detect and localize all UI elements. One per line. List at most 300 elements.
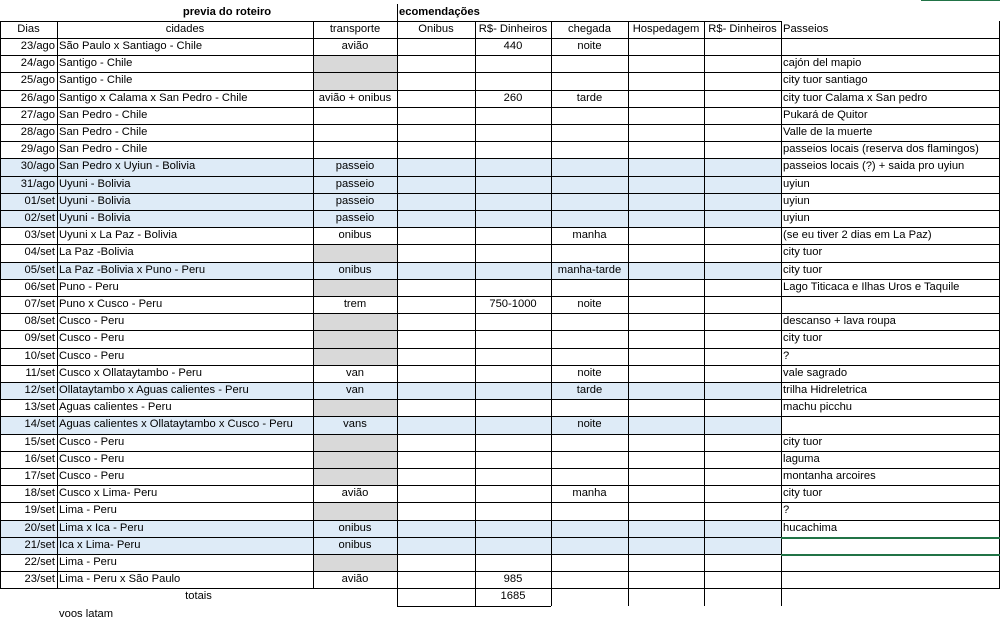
cell-dinheiro2[interactable] <box>704 365 781 382</box>
cell-transporte[interactable] <box>313 554 397 571</box>
cell-hospedagem[interactable] <box>628 330 704 347</box>
cell-dinheiro[interactable] <box>475 227 551 244</box>
cell-dinheiro[interactable] <box>475 158 551 175</box>
cell-cidade[interactable]: Puno x Cusco - Peru <box>59 298 163 310</box>
cell-passeio[interactable] <box>781 416 1000 433</box>
cell-transporte[interactable]: trem <box>343 298 367 310</box>
cell-onibus[interactable] <box>397 124 475 141</box>
cell-dinheiro2[interactable] <box>704 554 781 571</box>
cell-cidade[interactable]: Lima - Peru <box>59 504 117 517</box>
column-header[interactable]: R$- Dinheiros <box>478 23 548 35</box>
cell-hospedagem[interactable] <box>628 158 704 175</box>
cell-hospedagem[interactable] <box>628 38 704 55</box>
cell-chegada[interactable] <box>551 193 628 210</box>
cell-transporte[interactable]: avião + onibus <box>318 91 392 104</box>
cell-transporte[interactable]: onibus <box>338 538 372 551</box>
cell-dinheiro[interactable] <box>475 434 551 451</box>
cell-passeio[interactable]: descanso + lava roupa <box>783 315 896 328</box>
cell-dia[interactable]: 02/set <box>24 212 55 224</box>
column-header[interactable]: chegada <box>568 23 611 35</box>
cell-dia[interactable]: 30/ago <box>20 160 55 173</box>
cell-passeio[interactable]: trilha Hidreletrica <box>783 384 867 396</box>
cell-dia[interactable]: 23/set <box>24 573 55 586</box>
cell-dinheiro[interactable] <box>475 279 551 296</box>
cell-cidade[interactable]: Santigo x Calama x San Pedro - Chile <box>59 91 248 104</box>
cell-cidade[interactable]: Santigo - Chile <box>59 57 133 70</box>
cell-dia[interactable]: 14/set <box>24 418 55 431</box>
cell-cidade[interactable]: La Paz -Bolivia <box>59 246 134 259</box>
cell-dinheiro2[interactable] <box>704 55 781 72</box>
cell-dinheiro2[interactable] <box>704 90 781 107</box>
cell-cidade[interactable]: Lima - Peru x São Paulo <box>59 573 181 586</box>
cell-dinheiro2[interactable] <box>704 72 781 89</box>
cell-dinheiro2[interactable] <box>704 210 781 227</box>
cell-hospedagem[interactable] <box>628 244 704 261</box>
cell-chegada[interactable]: tarde <box>576 384 603 396</box>
cell-dia[interactable]: 21/set <box>24 538 55 551</box>
cell-transporte[interactable]: passeio <box>335 194 375 207</box>
cell-chegada[interactable] <box>551 571 628 588</box>
cell-chegada[interactable] <box>551 537 628 554</box>
cell-hospedagem[interactable] <box>628 571 704 588</box>
cell-transporte[interactable]: passeio <box>335 212 375 224</box>
cell-dia[interactable]: 08/set <box>24 315 55 328</box>
cell-transporte[interactable] <box>313 313 397 330</box>
cell-dia[interactable]: 28/ago <box>20 126 55 138</box>
cell-dinheiro[interactable] <box>475 210 551 227</box>
cell-dinheiro[interactable] <box>475 468 551 485</box>
cell-hospedagem[interactable] <box>628 399 704 416</box>
column-header[interactable]: R$- Dinheiros <box>708 23 777 35</box>
cell-passeio[interactable]: city tuor <box>783 435 823 448</box>
cell-dia[interactable]: 13/set <box>24 401 55 414</box>
cell-dia[interactable]: 05/set <box>24 263 55 276</box>
cell-onibus[interactable] <box>397 72 475 89</box>
cell-chegada[interactable] <box>551 279 628 296</box>
cell-chegada[interactable]: noite <box>577 366 602 379</box>
cell-hospedagem[interactable] <box>628 554 704 571</box>
cell-dinheiro[interactable] <box>475 330 551 347</box>
cell-dinheiro[interactable] <box>475 554 551 571</box>
cell-onibus[interactable] <box>397 244 475 261</box>
cell-chegada[interactable]: manha <box>572 487 607 500</box>
column-header[interactable]: Dias <box>17 23 40 35</box>
cell-dinheiro[interactable] <box>475 72 551 89</box>
cell-passeio[interactable]: vale sagrado <box>783 366 848 379</box>
cell-dinheiro[interactable] <box>475 348 551 365</box>
cell-chegada[interactable]: manha <box>572 229 607 242</box>
cell-chegada[interactable]: noite <box>577 418 602 431</box>
cell-passeio[interactable]: Valle de la muerte <box>783 126 873 138</box>
cell-onibus[interactable] <box>397 296 475 313</box>
cell-onibus[interactable] <box>397 90 475 107</box>
cell-chegada[interactable] <box>551 554 628 571</box>
cell-dinheiro2[interactable] <box>704 296 781 313</box>
cell-hospedagem[interactable] <box>628 227 704 244</box>
row-border <box>0 434 1000 435</box>
cell-cidade[interactable]: Cusco x Ollataytambo - Peru <box>59 366 203 379</box>
cell-onibus[interactable] <box>397 554 475 571</box>
cell-hospedagem[interactable] <box>628 502 704 519</box>
cell-cidade[interactable]: Santigo - Chile <box>59 74 133 87</box>
cell-dinheiro2[interactable] <box>704 107 781 124</box>
cell-dia[interactable]: 20/set <box>24 521 55 534</box>
cell-onibus[interactable] <box>397 158 475 175</box>
cell-passeio[interactable]: cajón del mapio <box>783 57 862 70</box>
cell-cidade[interactable]: San Pedro x Uyiun - Bolivia <box>59 160 196 173</box>
cell-passeio[interactable] <box>781 296 1000 313</box>
cell-chegada[interactable] <box>551 468 628 485</box>
cell-passeio[interactable]: city tuor <box>783 263 823 276</box>
cell-passeio[interactable]: Lago Titicaca e Ilhas Uros e Taquile <box>783 280 960 293</box>
cell-cidade[interactable]: Cusco - Peru <box>59 349 125 362</box>
column-header[interactable]: Onibus <box>418 23 454 35</box>
cell-onibus[interactable] <box>397 434 475 451</box>
cell-transporte[interactable] <box>313 279 397 296</box>
cell-dinheiro2[interactable] <box>704 382 781 399</box>
cell-onibus[interactable] <box>397 210 475 227</box>
cell-dinheiro[interactable] <box>475 262 551 279</box>
cell-transporte[interactable]: passeio <box>335 160 375 173</box>
cell-dinheiro2[interactable] <box>704 244 781 261</box>
cell-dia[interactable]: 27/ago <box>20 108 55 121</box>
cell-onibus[interactable] <box>397 279 475 296</box>
cell-dinheiro[interactable] <box>475 176 551 193</box>
cell-cidade[interactable]: São Paulo x Santiago - Chile <box>59 40 203 52</box>
cell-dinheiro2[interactable] <box>704 227 781 244</box>
cell-dia[interactable]: 03/set <box>24 229 55 242</box>
cell-transporte[interactable] <box>313 434 397 451</box>
cell-hospedagem[interactable] <box>628 210 704 227</box>
cell-onibus[interactable] <box>397 399 475 416</box>
cell-chegada[interactable] <box>551 176 628 193</box>
cell-transporte[interactable] <box>313 348 397 365</box>
cell-hospedagem[interactable] <box>628 451 704 468</box>
cell-dinheiro[interactable]: 985 <box>503 573 523 586</box>
cell-onibus[interactable] <box>397 141 475 158</box>
cell-passeio[interactable]: city tuor <box>783 246 823 259</box>
cell-dia[interactable]: 06/set <box>24 280 55 293</box>
cell-dia[interactable]: 10/set <box>24 349 55 362</box>
cell-transporte[interactable] <box>313 124 397 141</box>
cell-passeio[interactable]: city tuor <box>783 332 823 345</box>
cell-hospedagem[interactable] <box>628 365 704 382</box>
cell-dia[interactable]: 11/set <box>25 366 55 379</box>
cell-hospedagem[interactable] <box>628 296 704 313</box>
cell-hospedagem[interactable] <box>628 107 704 124</box>
cell-passeio[interactable]: hucachima <box>783 521 838 534</box>
cell-passeio[interactable]: montanha arcoires <box>783 470 876 482</box>
cell-dinheiro[interactable]: 750-1000 <box>489 298 537 310</box>
cell-chegada[interactable] <box>551 210 628 227</box>
cell-passeio[interactable] <box>781 554 1000 571</box>
cell-transporte[interactable]: avião <box>341 40 369 52</box>
cell-passeio[interactable]: uyiun <box>783 194 810 207</box>
cell-hospedagem[interactable] <box>628 124 704 141</box>
cell-dinheiro[interactable] <box>475 141 551 158</box>
cell-dinheiro2[interactable] <box>704 176 781 193</box>
cell-onibus[interactable] <box>397 38 475 55</box>
cell-dinheiro[interactable] <box>475 520 551 537</box>
cell-onibus[interactable] <box>397 537 475 554</box>
cell-dinheiro2[interactable] <box>704 279 781 296</box>
cell-passeio[interactable]: uyiun <box>783 212 810 224</box>
cell-hospedagem[interactable] <box>628 176 704 193</box>
cell-hospedagem[interactable] <box>628 485 704 502</box>
cell-hospedagem[interactable] <box>628 468 704 485</box>
cell-chegada[interactable]: noite <box>577 40 602 52</box>
cell-dinheiro[interactable] <box>475 485 551 502</box>
cell-chegada[interactable]: manha-tarde <box>557 263 622 276</box>
cell-cidade[interactable]: Uyuni - Bolivia <box>59 194 131 207</box>
cell-onibus[interactable] <box>397 520 475 537</box>
cell-hospedagem[interactable] <box>628 72 704 89</box>
cell-chegada[interactable] <box>551 124 628 141</box>
cell-chegada[interactable] <box>551 244 628 261</box>
cell-passeio[interactable]: (se eu tiver 2 dias em La Paz) <box>783 229 932 242</box>
cell-dinheiro[interactable] <box>475 124 551 141</box>
cell-dia[interactable]: 01/set <box>24 194 55 207</box>
cell-dia[interactable]: 15/set <box>24 435 55 448</box>
cell-passeio[interactable]: Pukará de Quitor <box>783 108 868 121</box>
cell-dinheiro2[interactable] <box>704 485 781 502</box>
cell-hospedagem[interactable] <box>628 55 704 72</box>
column-header[interactable]: cidades <box>165 23 205 35</box>
cell-dia[interactable]: 23/ago <box>20 40 55 52</box>
cell-cidade[interactable]: Aguas calientes - Peru <box>59 401 172 414</box>
cell-passeio[interactable]: machu picchu <box>783 401 853 414</box>
cell-transporte[interactable]: avião <box>341 573 369 586</box>
cell-transporte[interactable] <box>313 451 397 468</box>
cell-chegada[interactable] <box>551 451 628 468</box>
cell-transporte[interactable]: avião <box>341 487 369 500</box>
cell-dinheiro2[interactable] <box>704 330 781 347</box>
cell-onibus[interactable] <box>397 55 475 72</box>
cell-onibus[interactable] <box>397 330 475 347</box>
cell-chegada[interactable] <box>551 141 628 158</box>
cell-onibus[interactable] <box>397 176 475 193</box>
cell-dinheiro[interactable] <box>475 416 551 433</box>
cell-transporte[interactable] <box>313 399 397 416</box>
cell-transporte[interactable]: van <box>345 366 365 379</box>
cell-cidade[interactable]: Uyuni - Bolivia <box>59 177 131 190</box>
cell-dinheiro2[interactable] <box>704 416 781 433</box>
cell-dia[interactable]: 26/ago <box>20 91 55 104</box>
cell-hospedagem[interactable] <box>628 141 704 158</box>
cell-hospedagem[interactable] <box>628 348 704 365</box>
cell-chegada[interactable] <box>551 107 628 124</box>
cell-dinheiro2[interactable] <box>704 348 781 365</box>
cell-dinheiro[interactable] <box>475 382 551 399</box>
cell-dinheiro[interactable] <box>475 502 551 519</box>
cell-dinheiro2[interactable] <box>704 520 781 537</box>
cell-dinheiro[interactable]: 440 <box>503 40 523 52</box>
cell-dinheiro[interactable] <box>475 244 551 261</box>
cell-dinheiro2[interactable] <box>704 158 781 175</box>
cell-hospedagem[interactable] <box>628 279 704 296</box>
cell-hospedagem[interactable] <box>628 416 704 433</box>
cell-cidade[interactable]: Aguas calientes x Ollataytambo x Cusco - Peru <box>59 418 293 431</box>
cell-transporte[interactable]: onibus <box>338 263 372 276</box>
cell-dinheiro[interactable] <box>475 537 551 554</box>
cell-dia[interactable]: 04/set <box>24 246 55 259</box>
cell-dia[interactable]: 24/ago <box>20 57 55 70</box>
cell-dia[interactable]: 22/set <box>24 556 55 568</box>
cell-dinheiro2[interactable] <box>704 141 781 158</box>
column-header[interactable]: Hospedagem <box>632 23 700 35</box>
cell-onibus[interactable] <box>397 348 475 365</box>
cell-dia[interactable]: 29/ago <box>20 143 55 156</box>
cell-onibus[interactable] <box>397 227 475 244</box>
cell-dia[interactable]: 18/set <box>24 487 55 500</box>
cell-onibus[interactable] <box>397 313 475 330</box>
cell-hospedagem[interactable] <box>628 262 704 279</box>
cell-passeio[interactable]: uyiun <box>783 177 810 190</box>
cell-chegada[interactable] <box>551 72 628 89</box>
cell-dia[interactable]: 31/ago <box>20 177 55 190</box>
cell-dinheiro2[interactable] <box>704 38 781 55</box>
cell-dinheiro2[interactable] <box>704 434 781 451</box>
column-header[interactable]: transporte <box>329 23 381 35</box>
cell-onibus[interactable] <box>397 468 475 485</box>
cell-passeio[interactable]: city tuor <box>783 487 823 500</box>
cell-transporte[interactable]: onibus <box>338 229 372 242</box>
cell-passeio[interactable]: city tuor Calama x San pedro <box>783 91 928 104</box>
cell-passeio[interactable] <box>781 571 1000 588</box>
cell-cidade[interactable]: La Paz -Bolivia x Puno - Peru <box>59 263 206 276</box>
cell-chegada[interactable]: noite <box>577 298 602 310</box>
cell-dia[interactable]: 12/set <box>24 384 55 396</box>
cell-onibus[interactable] <box>397 107 475 124</box>
cell-passeio[interactable]: ? <box>783 504 790 517</box>
cell-cidade[interactable]: Cusco x Lima- Peru <box>59 487 158 500</box>
cell-passeio[interactable] <box>781 537 1000 554</box>
cell-chegada[interactable] <box>551 158 628 175</box>
cell-dia[interactable]: 09/set <box>24 332 55 345</box>
cell-cidade[interactable]: Uyuni - Bolivia <box>59 212 131 224</box>
cell-hospedagem[interactable] <box>628 313 704 330</box>
cell-hospedagem[interactable] <box>628 520 704 537</box>
cell-dia[interactable]: 25/ago <box>20 74 55 87</box>
cell-transporte[interactable] <box>313 244 397 261</box>
cell-transporte[interactable]: passeio <box>335 177 375 190</box>
cell-cidade[interactable]: San Pedro - Chile <box>59 108 148 121</box>
cell-cidade[interactable]: Ollataytambo x Aguas calientes - Peru <box>59 384 249 396</box>
cell-onibus[interactable] <box>397 262 475 279</box>
cell-cidade[interactable]: San Pedro - Chile <box>59 143 148 156</box>
cell-onibus[interactable] <box>397 502 475 519</box>
cell-hospedagem[interactable] <box>628 193 704 210</box>
cell-cidade[interactable]: Ica x Lima- Peru <box>59 538 141 551</box>
cell-transporte[interactable] <box>313 72 397 89</box>
cell-dinheiro[interactable] <box>475 451 551 468</box>
cell-dinheiro2[interactable] <box>704 451 781 468</box>
cell-chegada[interactable] <box>551 502 628 519</box>
cell-dinheiro[interactable] <box>475 107 551 124</box>
cell-chegada[interactable] <box>551 348 628 365</box>
totals-value[interactable]: 1685 <box>500 590 526 603</box>
cell-cidade[interactable]: Cusco - Peru <box>59 332 125 345</box>
cell-dinheiro2[interactable] <box>704 399 781 416</box>
cell-transporte[interactable] <box>313 107 397 124</box>
cell-transporte[interactable]: van <box>345 384 365 396</box>
cell-dinheiro2[interactable] <box>704 571 781 588</box>
cell-transporte[interactable] <box>313 55 397 72</box>
cell-dia[interactable]: 19/set <box>24 504 55 517</box>
cell-passeio[interactable]: laguma <box>783 452 820 465</box>
cell-dinheiro[interactable] <box>475 193 551 210</box>
cell-cidade[interactable]: Cusco - Peru <box>59 315 125 328</box>
column-header[interactable]: Passeios <box>783 23 829 35</box>
cell-dinheiro[interactable] <box>475 365 551 382</box>
row-border <box>0 468 1000 469</box>
cell-chegada[interactable] <box>551 434 628 451</box>
cell-chegada[interactable] <box>551 330 628 347</box>
cell-passeio[interactable]: passeios locais (?) + saida pro uyiun <box>783 160 965 173</box>
cell-dinheiro[interactable] <box>475 313 551 330</box>
cell-dinheiro2[interactable] <box>704 262 781 279</box>
cell-hospedagem[interactable] <box>628 434 704 451</box>
cell-chegada[interactable]: tarde <box>576 91 603 104</box>
cell-passeio[interactable]: ? <box>783 349 790 362</box>
cell-onibus[interactable] <box>397 193 475 210</box>
cell-hospedagem[interactable] <box>628 382 704 399</box>
cell-chegada[interactable] <box>551 399 628 416</box>
cell-transporte[interactable] <box>313 141 397 158</box>
cell-passeio[interactable]: city tuor santiago <box>783 74 868 87</box>
cell-transporte[interactable] <box>313 502 397 519</box>
cell-dinheiro2[interactable] <box>704 502 781 519</box>
cell-dinheiro2[interactable] <box>704 537 781 554</box>
cell-chegada[interactable] <box>551 55 628 72</box>
cell-cidade[interactable]: Lima x Ica - Peru <box>59 521 144 534</box>
cell-passeio[interactable]: passeios locais (reserva dos flamingos) <box>783 143 979 156</box>
cell-hospedagem[interactable] <box>628 90 704 107</box>
cell-cidade[interactable]: Cusco - Peru <box>59 470 125 482</box>
cell-dinheiro2[interactable] <box>704 468 781 485</box>
cell-transporte[interactable]: vans <box>343 418 367 431</box>
cell-dia[interactable]: 16/set <box>24 452 55 465</box>
cell-dia[interactable]: 17/set <box>24 470 55 482</box>
cell-transporte[interactable] <box>313 330 397 347</box>
cell-dinheiro2[interactable] <box>704 193 781 210</box>
cell-dinheiro2[interactable] <box>704 313 781 330</box>
cell-onibus[interactable] <box>397 365 475 382</box>
cell-onibus[interactable] <box>397 485 475 502</box>
cell-onibus[interactable] <box>397 416 475 433</box>
cell-onibus[interactable] <box>397 451 475 468</box>
cell-cidade[interactable]: Cusco - Peru <box>59 452 125 465</box>
cell-dinheiro[interactable] <box>475 55 551 72</box>
cell-cidade[interactable]: Puno - Peru <box>59 280 119 293</box>
cell-dinheiro[interactable] <box>475 399 551 416</box>
cell-cidade[interactable]: San Pedro - Chile <box>59 126 148 138</box>
cell-chegada[interactable] <box>551 520 628 537</box>
cell-hospedagem[interactable] <box>628 537 704 554</box>
cell-cidade[interactable]: Cusco - Peru <box>59 435 125 448</box>
cell-cidade[interactable]: Lima - Peru <box>59 556 117 568</box>
cell-dinheiro[interactable]: 260 <box>503 91 523 104</box>
cell-passeio[interactable] <box>781 38 1000 55</box>
cell-cidade[interactable]: Uyuni x La Paz - Bolivia <box>59 229 178 242</box>
cell-dia[interactable]: 07/set <box>24 298 55 310</box>
cell-onibus[interactable] <box>397 382 475 399</box>
cell-transporte[interactable] <box>313 468 397 485</box>
cell-onibus[interactable] <box>397 571 475 588</box>
cell-dinheiro2[interactable] <box>704 124 781 141</box>
cell-chegada[interactable] <box>551 313 628 330</box>
cell-transporte[interactable]: onibus <box>338 521 372 534</box>
